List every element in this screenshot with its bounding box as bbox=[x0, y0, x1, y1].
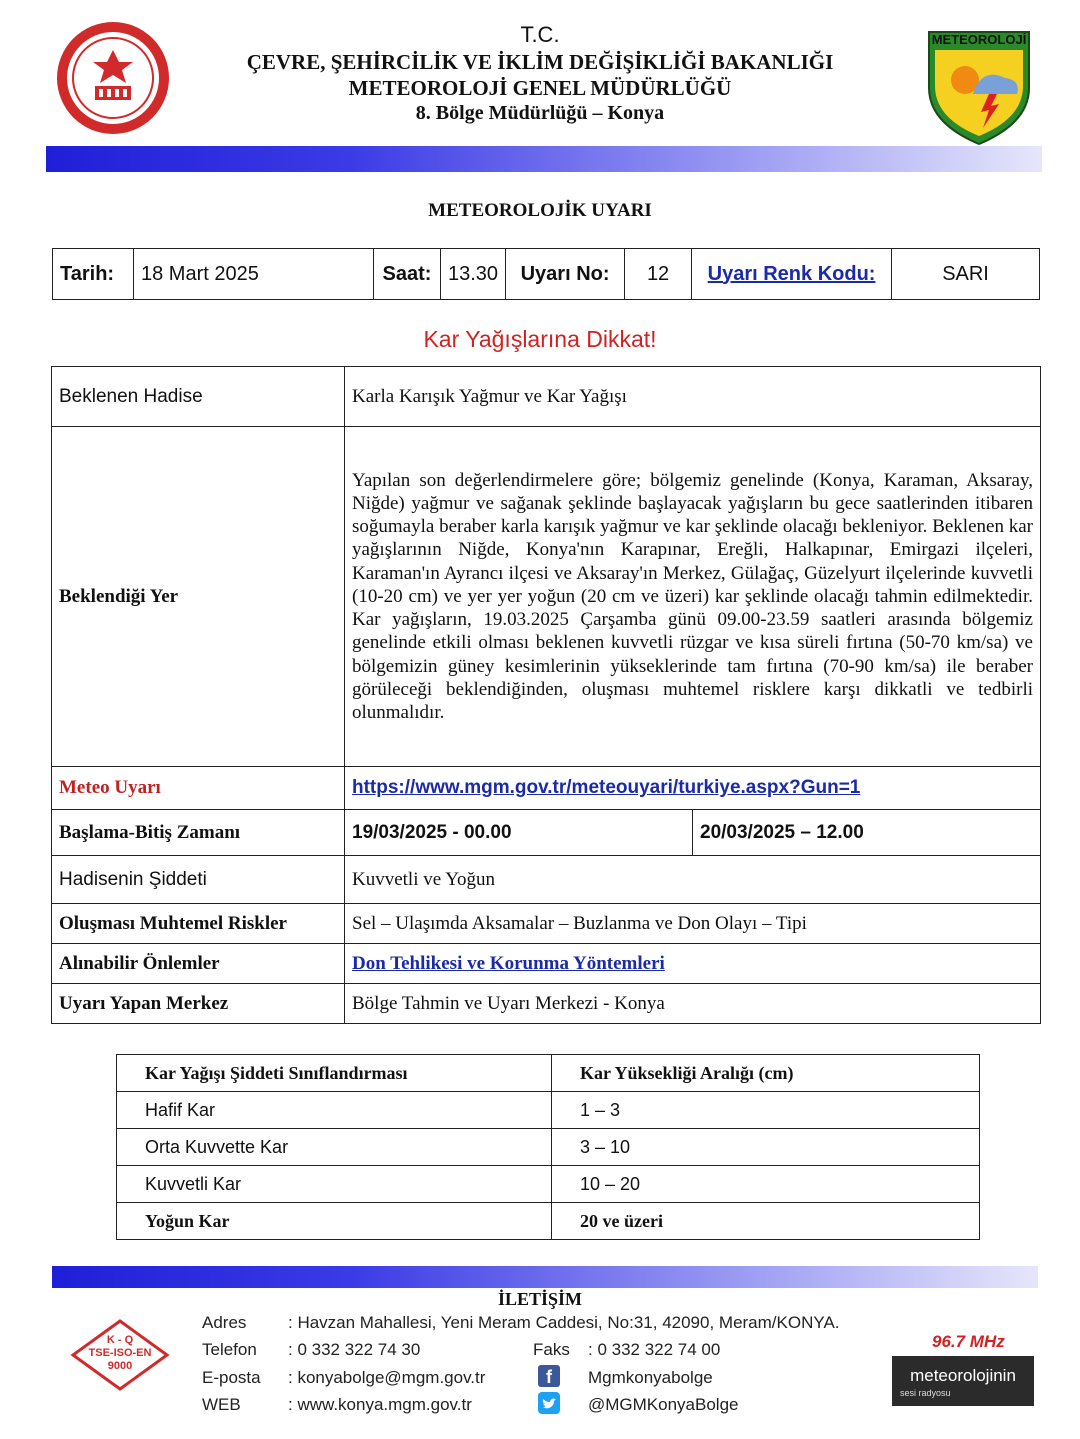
date-label: Tarih: bbox=[53, 249, 134, 300]
classification-table bbox=[116, 1054, 980, 1240]
web-label: WEB bbox=[202, 1395, 241, 1414]
meteoroloji-shield-logo bbox=[925, 28, 1033, 146]
footer-band bbox=[52, 1266, 1038, 1288]
warning-no-label: Uyarı No: bbox=[506, 249, 625, 300]
siddet-label: Hadisenin Şiddeti bbox=[52, 856, 345, 904]
header-band bbox=[46, 146, 1042, 172]
merkez-value: Bölge Tahmin ve Uyarı Merkezi - Konya bbox=[345, 984, 1041, 1024]
time-label: Saat: bbox=[374, 249, 441, 300]
email-value[interactable]: : konyabolge@mgm.gov.tr bbox=[288, 1368, 486, 1387]
class-header-1: Kar Yağışı Şiddeti Sınıflandırması bbox=[117, 1055, 552, 1092]
onlem-link[interactable]: Don Tehlikesi ve Korunma Yöntemleri bbox=[352, 952, 665, 974]
info-table bbox=[52, 248, 1040, 300]
date-value: 18 Mart 2025 bbox=[134, 249, 374, 300]
class-row-name: Kuvvetli Kar bbox=[117, 1166, 552, 1203]
header-region: 8. Bölge Müdürlüğü – Konya bbox=[415, 102, 665, 124]
zaman-label: Başlama-Bitiş Zamanı bbox=[52, 810, 345, 856]
meteo-link[interactable]: https://www.mgm.gov.tr/meteouyari/turkiye.aspx?Gun=1 bbox=[352, 777, 861, 798]
class-row-name: Orta Kuvvette Kar bbox=[117, 1129, 552, 1166]
meteoroloji-logo-text: METEOROLOJİ bbox=[931, 32, 1027, 47]
main-table bbox=[51, 366, 1041, 1024]
header-tc: T.C. bbox=[520, 22, 560, 47]
hadise-label: Beklenen Hadise bbox=[52, 367, 345, 427]
color-code-value: SARI bbox=[892, 249, 1040, 300]
header-directorate: METEOROLOJİ GENEL MÜDÜRLÜĞÜ bbox=[348, 76, 732, 100]
web-value[interactable]: : www.konya.mgm.gov.tr bbox=[288, 1395, 472, 1414]
risk-label: Oluşması Muhtemel Riskler bbox=[52, 904, 345, 944]
contact-title: İLETİŞİM bbox=[497, 1289, 583, 1309]
fax-value: : 0 332 322 74 00 bbox=[588, 1340, 721, 1359]
class-row-name: Yoğun Kar bbox=[117, 1203, 552, 1240]
hadise-value: Karla Karışık Yağmur ve Kar Yağışı bbox=[345, 367, 1041, 427]
radio-frequency: 96.7 MHz bbox=[932, 1332, 1005, 1351]
cert-line3: 9000 bbox=[107, 1360, 133, 1372]
facebook-icon[interactable]: f bbox=[538, 1365, 560, 1387]
phone-label: Telefon bbox=[202, 1340, 257, 1359]
radio-logo bbox=[892, 1356, 1034, 1406]
meteo-label: Meteo Uyarı bbox=[52, 767, 345, 810]
phone-value: : 0 332 322 74 30 bbox=[288, 1340, 421, 1359]
address-value: : Havzan Mahallesi, Yeni Meram Caddesi, No:31, 42090, Meram/KONYA. bbox=[288, 1313, 840, 1332]
radio-sub: sesi radyosu bbox=[900, 1388, 951, 1398]
merkez-label: Uyarı Yapan Merkez bbox=[52, 984, 345, 1024]
document-title: METEOROLOJİK UYARI bbox=[428, 200, 652, 221]
yer-value: Yapılan son değerlendirmelere göre; bölgemiz genelinde (Konya, Karaman, Aksaray, Niğde) yağmur ve sağanak şeklinde başlayacak yağışların bu gece saatlerinden itibaren soğumayla beraber karla karışık yağmur ve kar şeklinde olacağı bekleniyor. Beklenen kar yağışlarının Niğde, Konya'nın Karapınar, Ereğli, Halkapınar, Emirgazi ilçeleri, Karaman'ın Ayrancı ilçesi ve Aksaray'ın Merkez, Gülağaç, Güzelyurt ilçelerinde kuvvetli (10-20 cm) ve yer yer yoğun (20 cm ve üzeri) kar şeklinde olacağı tahmin edilmektedir. Kar yağışların, 19.03.2025 Çarşamba günü 09.00-23.59 saatleri arasında bölgemiz genelinde etkili olması beklenen kuvvetli rüzgar ve kısa süreli fırtına (50-70 km/sa) ve bölgemizin güney kesimlerinin yükseklerinde tam fırtına (70-90 km/sa) ile beraber görüleceği beklendiğinden, oluşması muhtemel risklere karşı dikkatli ve tedbirli olunmalıdır. bbox=[345, 427, 1041, 767]
facebook-value[interactable]: Mgmkonyabolge bbox=[588, 1368, 713, 1387]
color-code-link[interactable]: Uyarı Renk Kodu: bbox=[707, 262, 876, 285]
class-row-range: 10 – 20 bbox=[552, 1166, 980, 1203]
fax-label: Faks bbox=[533, 1340, 570, 1359]
cert-line2: TSE-ISO-EN bbox=[88, 1347, 152, 1359]
class-header-2: Kar Yüksekliği Aralığı (cm) bbox=[552, 1055, 980, 1092]
twitter-icon[interactable] bbox=[538, 1392, 560, 1414]
header-ministry: ÇEVRE, ŞEHİRCİLİK VE İKLİM DEĞİŞİKLİĞİ BAKANLIĞI bbox=[246, 50, 834, 74]
tse-cert-logo bbox=[70, 1318, 170, 1392]
zaman-start: 19/03/2025 - 00.00 bbox=[345, 810, 693, 856]
yer-label: Beklendiği Yer bbox=[52, 427, 345, 767]
cert-line1: K - Q bbox=[106, 1334, 134, 1346]
address-label: Adres bbox=[202, 1313, 247, 1332]
onlem-label: Alınabilir Önlemler bbox=[52, 944, 345, 984]
siddet-value: Kuvvetli ve Yoğun bbox=[345, 856, 1041, 904]
warning-no-value: 12 bbox=[625, 249, 692, 300]
class-row-range: 3 – 10 bbox=[552, 1129, 980, 1166]
zaman-end: 20/03/2025 – 12.00 bbox=[693, 810, 1041, 856]
risk-value: Sel – Ulaşımda Aksamalar – Buzlanma ve Don Olayı – Tipi bbox=[345, 904, 1041, 944]
class-row-range: 1 – 3 bbox=[552, 1092, 980, 1129]
radio-name: meteorolojinin bbox=[910, 1366, 1016, 1385]
class-row-name: Hafif Kar bbox=[117, 1092, 552, 1129]
time-value: 13.30 bbox=[441, 249, 506, 300]
class-row-range: 20 ve üzeri bbox=[552, 1203, 980, 1240]
alert-title: Kar Yağışlarına Dikkat! bbox=[423, 326, 657, 352]
twitter-value[interactable]: @MGMKonyaBolge bbox=[588, 1395, 739, 1414]
email-label: E-posta bbox=[202, 1368, 261, 1387]
